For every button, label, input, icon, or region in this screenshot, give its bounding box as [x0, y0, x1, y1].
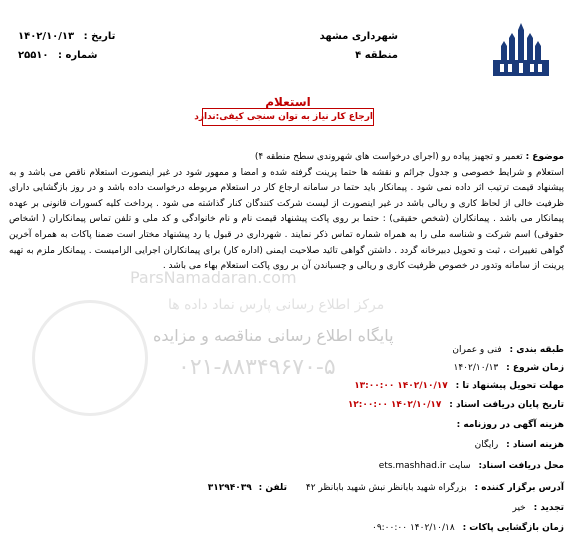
address-label: آدرس برگزار کننده :	[474, 483, 564, 493]
category-label: طبقه بندی :	[509, 345, 564, 355]
location-value: سایت ets.mashhad.ir	[378, 461, 471, 471]
subject-line	[9, 150, 564, 166]
renewal-label: تجدید :	[533, 503, 564, 513]
phone-value: ۳۱۲۹۴۰۳۹	[207, 483, 252, 493]
end-field	[348, 400, 564, 410]
doc-cost-field	[475, 440, 564, 450]
phone-group	[208, 483, 287, 493]
renewal-field	[513, 503, 565, 513]
ad-cost-field	[452, 420, 564, 430]
opening-label: زمان بازگشایی پاکات :	[462, 523, 564, 533]
opening-date: ۱۴۰۲/۱۰/۱۸	[409, 523, 455, 533]
phone-label: تلفن :	[258, 483, 287, 493]
watermark-line-2: پایگاه اطلاع رسانی مناقصه و مزایده	[153, 326, 394, 345]
watermark-site: ParsNamadaran.com	[130, 268, 297, 287]
subject-label: موضوع :	[525, 152, 564, 162]
org-district: منطقه ۴	[355, 50, 398, 61]
conditions-paragraph: استعلام و شرایط خصوصی و جدول جرائم و نقشه ها حتما پرینت گرفته شده و امضا و ممهور شود در غیر اینصورت استعلام ناقص می باشد و به پیشنهاد قیمت ترتیب اثر داده نمی شود . پیمانکار باید حتما در سامانه ارجاع کار در استعلام مربوطه درخواست داده باشد و در روز بازگشایی دارای ظرفیت خالی از لحاظ کاری و ریالی باشد در غیر اینصورت از لیست شرکت کنندگان کنار گذاشته می شود . پرداخت کلیه کسورات قانونی بر عهده پیمانکار می باشد . پیمانکاران (شخص حقیقی) : حتما بر روی پاکت پیشنهاد قیمت نام و نام خانوادگی و کد ملی و تلفن تماس پیمانکاران ( اشخاص حقوقی) اسم شرکت و شناسه ملی را به همراه شماره تماس ذکر نمایند . شهرداری در قبول یا رد پیشنهاد مختار است ضمنا پاکات به همراه آخرین گواهی تغییرات ، ثبت و تحویل دبیرخانه گردد . داشتن گواهی تائید صلاحیت ایمنی (اداره کار) برای پیمانکاران اجرایی الزامیست . پیمانکار ملزم به تهیه پرینت از سامانه وتدور در خصوص ظرفیت کاری و ریالی و چسباندن آن بر روی پاکت استعلام بهاء می باشد .	[9, 167, 564, 272]
watermark-stamp	[32, 300, 148, 416]
deadline-date: ۱۴۰۲/۱۰/۱۷	[397, 381, 448, 391]
date-line	[18, 31, 115, 42]
tender-body	[9, 150, 564, 275]
page-title: استعلام	[265, 95, 311, 109]
ad-cost-label: هزینه آگهی در روزنامه :	[456, 420, 564, 430]
category-field	[452, 345, 564, 355]
address-value: بزرگراه شهید بابانظر نبش شهید بابانظر ۴۲	[305, 483, 467, 493]
subject-text: تعمیر و تجهیز پیاده رو (اجرای درخواست های شهروندی سطح منطقه ۴)	[254, 152, 523, 162]
watermark-line-1: مرکز اطلاع رسانی پارس نماد داده ها	[168, 297, 385, 313]
number-value: ۲۵۵۱۰	[18, 50, 49, 61]
start-label: زمان شروع :	[506, 363, 564, 373]
number-line	[18, 50, 97, 61]
address-field	[208, 483, 564, 493]
start-field	[454, 363, 565, 373]
org-name: شهرداری مشهد	[319, 31, 398, 42]
opening-field	[372, 523, 564, 533]
deadline-label: مهلت تحویل پیشنهاد تا :	[455, 381, 564, 391]
category-value: فنی و عمران	[452, 345, 502, 355]
doc-cost-value: رایگان	[474, 440, 499, 450]
deadline-field	[354, 381, 564, 391]
end-time: ۱۲:۰۰:۰۰	[347, 400, 388, 410]
renewal-value: خیر	[512, 503, 526, 513]
end-label: تاریخ پایان دریافت اسناد :	[449, 400, 564, 410]
municipality-emblem-icon	[490, 12, 552, 82]
date-value: ۱۴۰۲/۱۰/۱۳	[18, 31, 75, 42]
end-date: ۱۴۰۲/۱۰/۱۷	[390, 400, 442, 410]
date-label: تاریخ :	[83, 31, 116, 42]
opening-time: ۰۹:۰۰:۰۰	[371, 523, 408, 533]
number-label: شماره :	[58, 50, 98, 61]
quality-assessment-notice: ارجاع کار نیاز به توان سنجی کیفی:ندارد	[202, 108, 374, 126]
location-label: محل دریافت اسناد:	[478, 461, 564, 471]
doc-cost-label: هزینه اسناد :	[506, 440, 564, 450]
deadline-time: ۱۳:۰۰:۰۰	[354, 381, 395, 391]
start-value: ۱۴۰۲/۱۰/۱۳	[453, 363, 499, 373]
location-field	[379, 461, 564, 471]
watermark-phone: ۰۲۱-۸۸۳۴۹۶۷۰-۵	[178, 355, 336, 380]
